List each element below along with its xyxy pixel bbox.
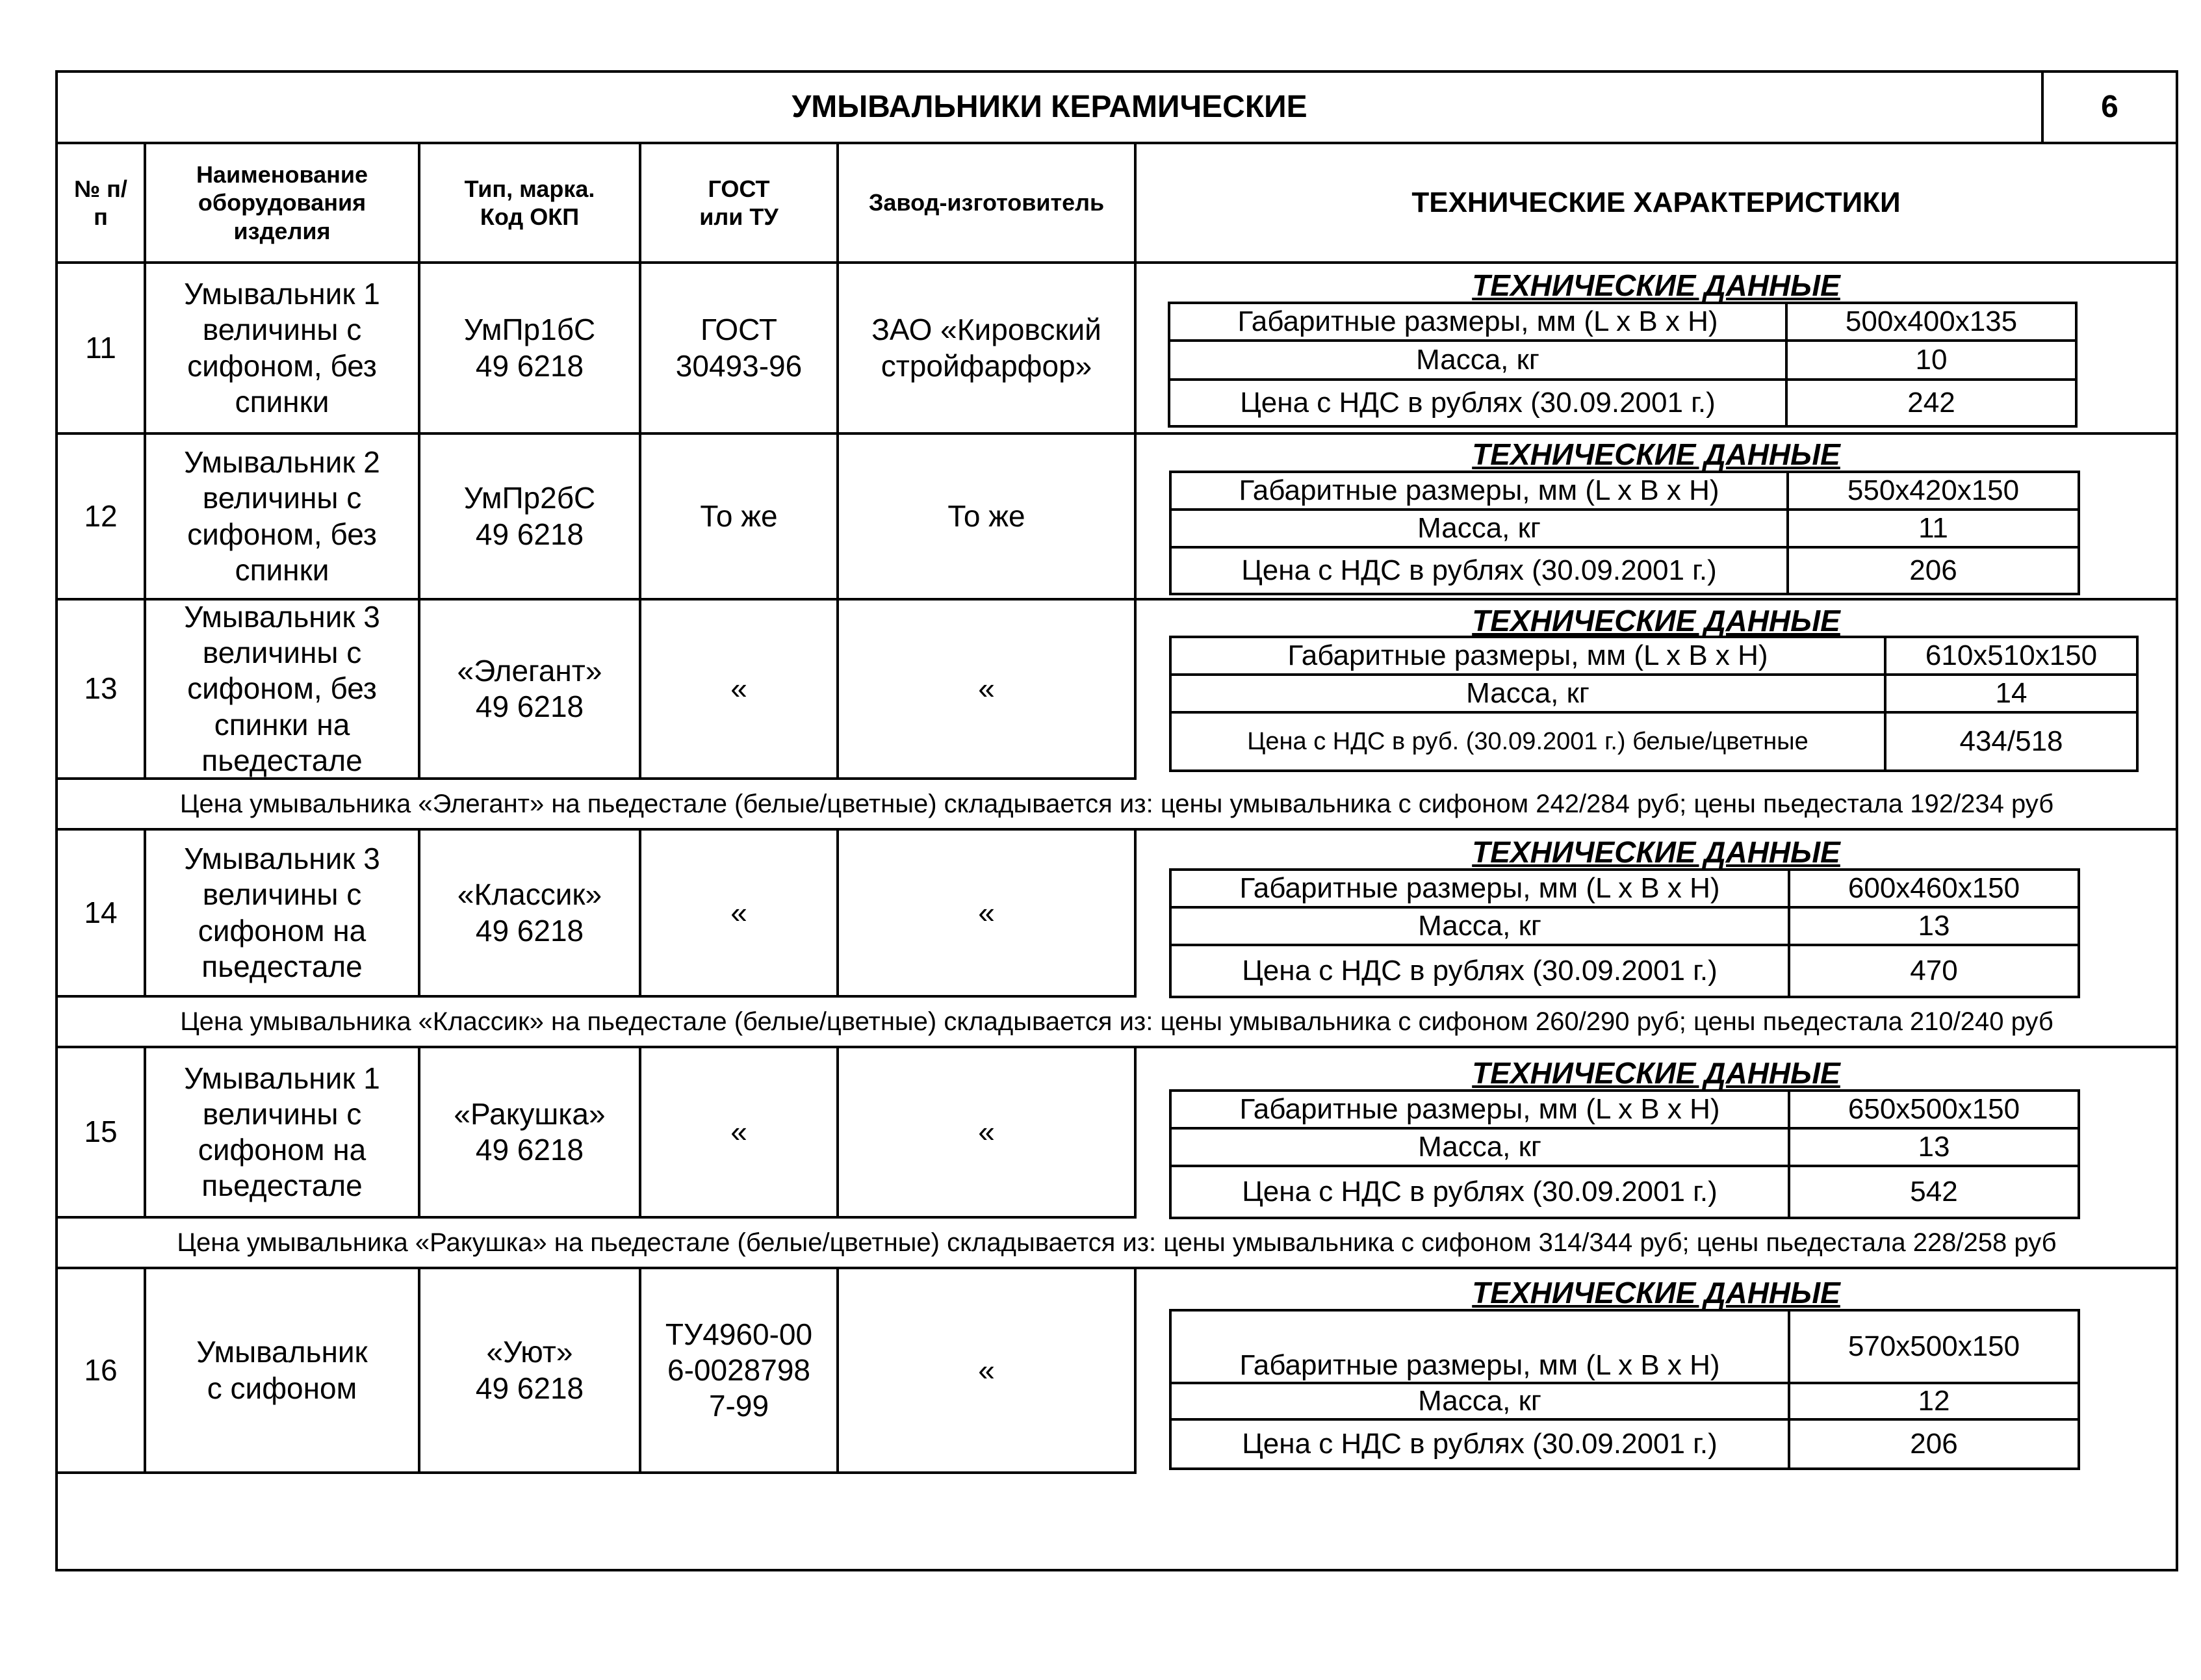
spec-label: Масса, кг — [1170, 907, 1789, 945]
row-name: Умывальник 1 величины с сифоном на пьедестале — [184, 1061, 380, 1203]
row-num: 16 — [84, 1352, 118, 1387]
spec-label: Цена с НДС в рублях (30.09.2001 г.) — [1170, 1166, 1789, 1218]
price-note: Цена умывальника «Классик» на пьедестале (белые/цветные) складывается из: цены умывальника с сифоном 260/290 руб; цены пьедестала 210/240 руб — [180, 1007, 2053, 1036]
spec-label: Габаритные размеры, мм (L x B x H) — [1170, 870, 1789, 907]
spec-value: 650x500x150 — [1789, 1091, 2079, 1128]
header-gost: ГОСТ или ТУ — [699, 175, 779, 230]
spec-label: Габаритные размеры, мм (L x B x H) — [1170, 1310, 1789, 1383]
row-type: УмПр2бС 49 6218 — [463, 481, 596, 551]
spec-value: 542 — [1789, 1166, 2079, 1218]
row-num: 15 — [84, 1115, 118, 1149]
spec-value: 11 — [1788, 510, 2079, 547]
row-num: 11 — [85, 330, 116, 365]
spec-label: Цена с НДС в рублях (30.09.2001 г.) — [1169, 380, 1786, 426]
spec-label: Масса, кг — [1170, 675, 1885, 712]
spec-value: 550x420x150 — [1788, 472, 2079, 510]
row-maker: « — [978, 1352, 995, 1387]
spec-label: Габаритные размеры, мм (L x B x H) — [1170, 1091, 1789, 1128]
spec-label: Масса, кг — [1170, 1383, 1789, 1419]
row-type: «Уют» 49 6218 — [475, 1335, 584, 1405]
spec-title: ТЕХНИЧЕСКИЕ ДАННЫЕ — [1472, 604, 1840, 638]
row-maker: ЗАО «Кировский стройфарфор» — [871, 313, 1101, 383]
spec-value: 206 — [1789, 1419, 2079, 1469]
header-name: Наименование оборудования изделия — [196, 161, 368, 244]
spec-label: Цена с НДС в рублях (30.09.2001 г.) — [1170, 945, 1789, 997]
row-gost: ТУ4960-006-00287987-99 — [665, 1317, 813, 1423]
row-num: 13 — [84, 671, 118, 706]
spec-label: Габаритные размеры, мм (L x B x H) — [1169, 303, 1786, 341]
spec-value: 13 — [1789, 1128, 2079, 1166]
row-maker: « — [978, 671, 995, 706]
spec-label: Цена с НДС в рублях (30.09.2001 г.) — [1170, 547, 1788, 594]
row-gost: « — [730, 895, 747, 929]
spec-table — [1168, 302, 2078, 428]
spec-label: Масса, кг — [1169, 341, 1786, 380]
spec-label: Габаритные размеры, мм (L x B x H) — [1170, 637, 1885, 675]
header-tech: ТЕХНИЧЕСКИЕ ХАРАКТЕРИСТИКИ — [1411, 186, 1901, 218]
row-name: Умывальник с сифоном — [196, 1335, 368, 1405]
price-note: Цена умывальника «Ракушка» на пьедестале (белые/цветные) складывается из: цены умывальника с сифоном 314/344 руб; цены пьедестала 228/258 руб — [177, 1228, 2057, 1257]
spec-value: 206 — [1788, 547, 2079, 594]
row-maker: То же — [947, 498, 1025, 533]
spec-value: 470 — [1789, 945, 2079, 997]
spec-label: Цена с НДС в рублях (30.09.2001 г.) — [1170, 1419, 1789, 1469]
spec-value: 10 — [1786, 341, 2076, 380]
page-title: УМЫВАЛЬНИКИ КЕРАМИЧЕСКИЕ — [792, 90, 1307, 125]
spec-table — [1169, 868, 2080, 998]
row-gost: « — [730, 1115, 747, 1149]
header-maker: Завод-изготовитель — [868, 189, 1105, 216]
spec-value: 12 — [1789, 1383, 2079, 1419]
spec-value: 500x400x135 — [1786, 303, 2076, 341]
header-num: № п/п — [74, 175, 127, 230]
row-gost: « — [730, 671, 747, 706]
spec-value: 13 — [1789, 907, 2079, 945]
row-name: Умывальник 3 величины с сифоном, без спинки на пьедестале — [184, 600, 380, 777]
row-gost: То же — [700, 498, 778, 533]
row-num: 12 — [84, 498, 118, 533]
row-maker: « — [978, 895, 995, 929]
row-type: «Ракушка» 49 6218 — [454, 1096, 606, 1167]
spec-title: ТЕХНИЧЕСКИЕ ДАННЫЕ — [1472, 1276, 1840, 1310]
spec-label: Масса, кг — [1170, 1128, 1789, 1166]
row-num: 14 — [84, 895, 118, 929]
header-type: Тип, марка. Код ОКП — [464, 175, 595, 230]
spec-label: Цена с НДС в руб. (30.09.2001 г.) белые/цветные — [1170, 712, 1885, 771]
spec-title: ТЕХНИЧЕСКИЕ ДАННЫЕ — [1472, 835, 1840, 870]
row-name: Умывальник 1 величины с сифоном, без спинки — [184, 277, 380, 419]
spec-table — [1169, 636, 2139, 772]
spec-value: 14 — [1885, 675, 2137, 712]
spec-label: Габаритные размеры, мм (L x B x H) — [1170, 472, 1788, 510]
spec-value: 570x500x150 — [1789, 1310, 2079, 1383]
spec-value: 242 — [1786, 380, 2076, 426]
spec-title: ТЕХНИЧЕСКИЕ ДАННЫЕ — [1472, 437, 1840, 472]
row-type: «Классик» 49 6218 — [457, 877, 602, 948]
spec-table — [1169, 1089, 2080, 1219]
spec-table — [1169, 1309, 2080, 1470]
spec-title: ТЕХНИЧЕСКИЕ ДАННЫЕ — [1472, 268, 1840, 303]
row-maker: « — [978, 1115, 995, 1149]
spec-label: Масса, кг — [1170, 510, 1788, 547]
row-type: УмПр1бС 49 6218 — [463, 313, 596, 383]
row-name: Умывальник 2 величины с сифоном, без спинки — [184, 445, 380, 587]
spec-value: 434/518 — [1885, 712, 2137, 771]
spec-title: ТЕХНИЧЕСКИЕ ДАННЫЕ — [1472, 1056, 1840, 1091]
price-note: Цена умывальника «Элегант» на пьедестале (белые/цветные) складывается из: цены умывальника с сифоном 242/284 руб; цены пьедестала 192/234 руб — [179, 790, 2054, 818]
row-type: «Элегант» 49 6218 — [457, 653, 602, 723]
spec-value: 600x460x150 — [1789, 870, 2079, 907]
row-gost: ГОСТ 30493-96 — [675, 313, 803, 383]
spec-value: 610x510x150 — [1885, 637, 2137, 675]
page-number: 6 — [2101, 90, 2118, 125]
row-name: Умывальник 3 величины с сифоном на пьедестале — [184, 842, 380, 983]
spec-table — [1169, 471, 2080, 595]
